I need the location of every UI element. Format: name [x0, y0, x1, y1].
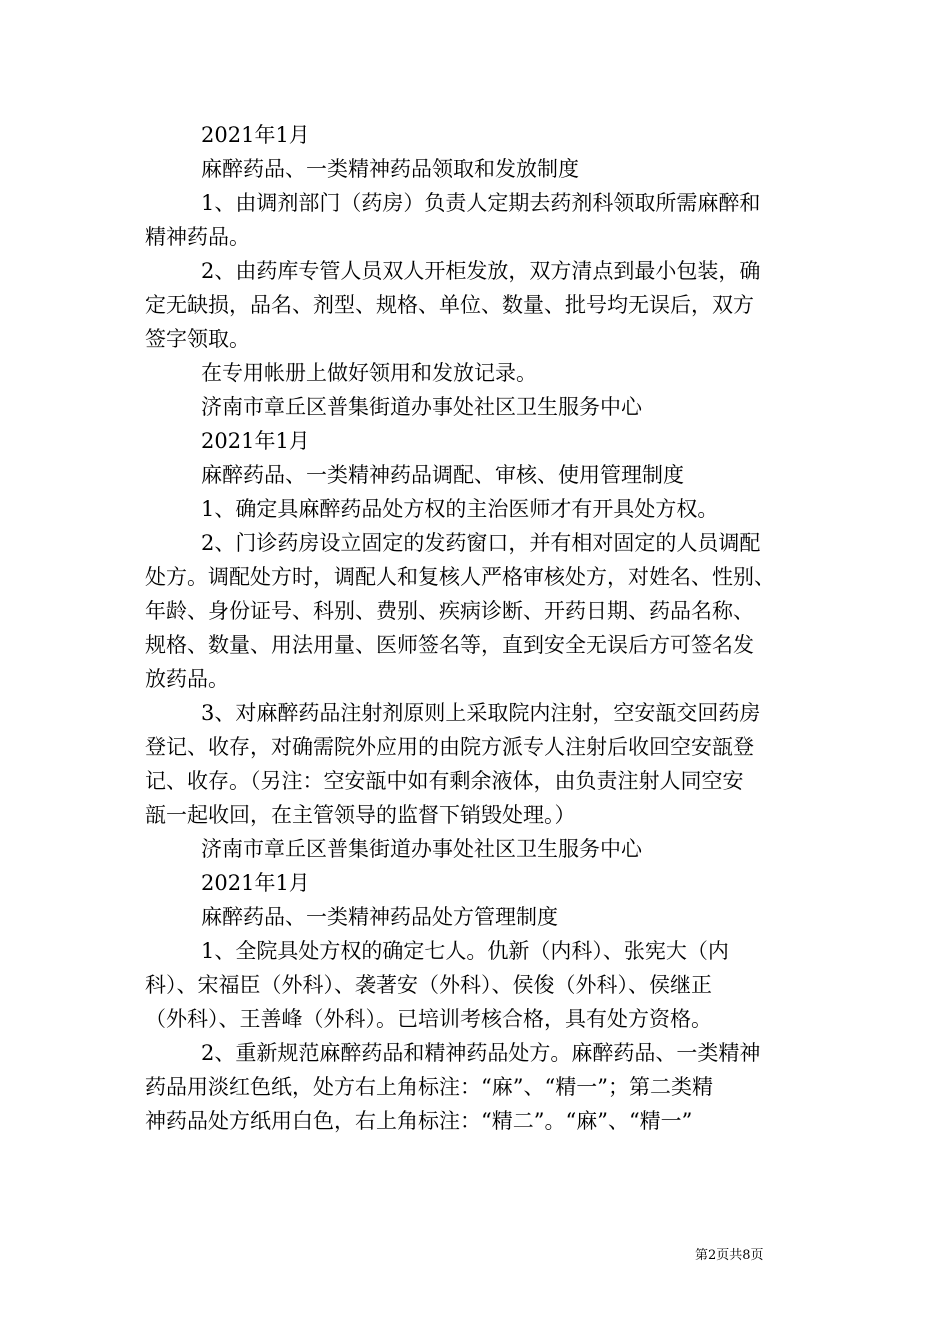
- text-line: 1、由调剂部门（药房）负责人定期去药剂科领取所需麻醉和: [201, 191, 761, 215]
- text-line: 放药品。: [145, 667, 229, 691]
- text-line: 神药品处方纸用白色，右上角标注：“精二”。“麻”、“精一”: [145, 1109, 693, 1133]
- text-line: 记、收存。（另注：空安瓿中如有剩余液体，由负责注射人同空安: [145, 769, 744, 793]
- page-number: 第2页共8页: [695, 1248, 764, 1263]
- text-line: 2、门诊药房设立固定的发药窗口，并有相对固定的人员调配: [201, 531, 761, 555]
- text-line: 精神药品。: [145, 225, 250, 249]
- text-line: 科）、宋福臣（外科）、袭著安（外科）、侯俊（外科）、侯继正: [145, 973, 712, 997]
- text-line: 2021年1月: [201, 871, 310, 895]
- text-line: 济南市章丘区普集街道办事处社区卫生服务中心: [201, 837, 642, 861]
- text-line: 麻醉药品、一类精神药品处方管理制度: [201, 905, 558, 929]
- text-line: 2021年1月: [201, 123, 310, 147]
- text-line: 麻醉药品、一类精神药品领取和发放制度: [201, 157, 579, 181]
- text-line: 定无缺损，品名、剂型、规格、单位、数量、批号均无误后，双方: [145, 293, 754, 317]
- text-line: 药品用淡红色纸，处方右上角标注：“麻”、“精一”；第二类精: [145, 1075, 713, 1099]
- text-line: （外科）、王善峰（外科）。已培训考核合格，具有处方资格。: [145, 1007, 712, 1031]
- document-body: [145, 118, 825, 1138]
- text-line: 登记、收存，对确需院外应用的由院方派专人注射后收回空安瓿登: [145, 735, 754, 759]
- text-line: 济南市章丘区普集街道办事处社区卫生服务中心: [201, 395, 642, 419]
- text-line: 3、对麻醉药品注射剂原则上采取院内注射，空安瓿交回药房: [201, 701, 761, 725]
- text-line: 规格、数量、用法用量、医师签名等，直到安全无误后方可签名发: [145, 633, 754, 657]
- text-line: 年龄、身份证号、科别、费别、疾病诊断、开药日期、药品名称、: [145, 599, 754, 623]
- text-line: 1、确定具麻醉药品处方权的主治医师才有开具处方权。: [201, 497, 719, 521]
- text-line: 2、重新规范麻醉药品和精神药品处方。麻醉药品、一类精神: [201, 1041, 761, 1065]
- text-line: 在专用帐册上做好领用和发放记录。: [201, 361, 537, 385]
- text-line: 签字领取。: [145, 327, 250, 351]
- text-line: 麻醉药品、一类精神药品调配、审核、使用管理制度: [201, 463, 684, 487]
- text-line: 2、由药库专管人员双人开柜发放，双方清点到最小包装，确: [201, 259, 761, 283]
- text-line: 1、全院具处方权的确定七人。仇新（内科）、张宪大（内: [201, 939, 729, 963]
- text-line: 2021年1月: [201, 429, 310, 453]
- text-line: 处方。调配处方时，调配人和复核人严格审核处方，对姓名、性别、: [145, 565, 775, 589]
- text-line: 瓿一起收回，在主管领导的监督下销毁处理。）: [145, 803, 576, 827]
